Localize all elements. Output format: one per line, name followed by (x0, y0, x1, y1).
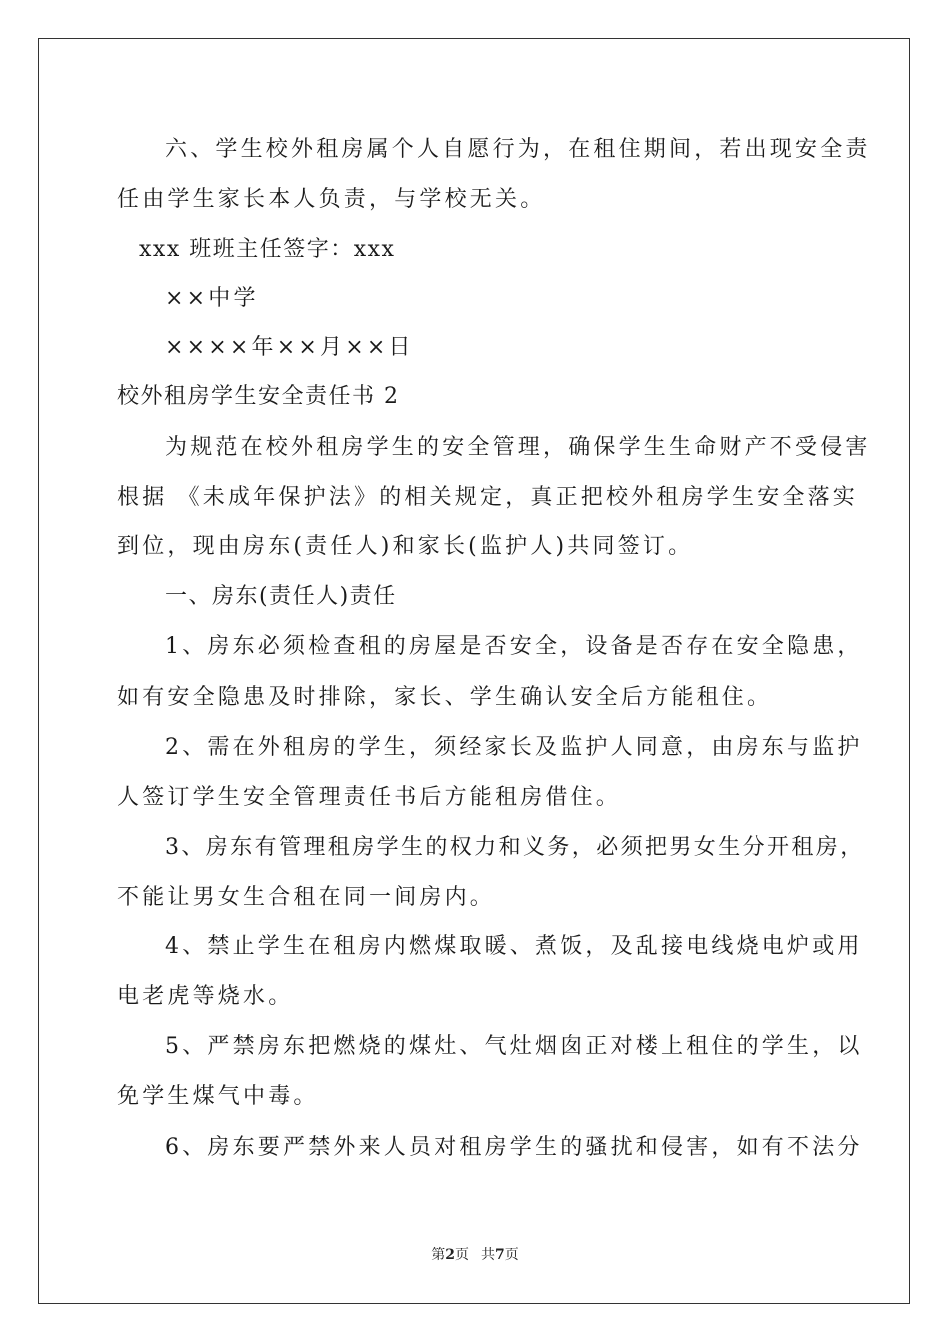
school-name: ××中学 (165, 286, 259, 311)
intro-line-2: 根据 《未成年保护法》的相关规定，真正把校外租房学生安全落实 (117, 485, 858, 510)
footer-total-unit: 页 (504, 1247, 519, 1263)
page-footer (0, 1245, 950, 1265)
item-5-line-2: 免学生煤气中毒。 (117, 1084, 319, 1109)
teacher-signature: xxx 班班主任签字：xxx (139, 237, 396, 262)
footer-total-pages: 7 (495, 1247, 505, 1263)
item-4-line-1: 4、禁止学生在租房内燃煤取暖、煮饭，及乱接电线烧电炉或用 (165, 934, 863, 959)
item-6-line-1: 6、房东要严禁外来人员对租房学生的骚扰和侵害，如有不法分 (165, 1135, 863, 1160)
item-3-line-2: 不能让男女生合租在同一间房内。 (117, 885, 496, 910)
document-title: 校外租房学生安全责任书 2 (117, 384, 400, 409)
item-1-line-2: 如有安全隐患及时排除，家长、学生确认安全后方能租住。 (117, 685, 773, 710)
paragraph-6-line-1: 六、学生校外租房属个人自愿行为，在租住期间，若出现安全责 (165, 137, 871, 162)
footer-page-unit: 页 (455, 1247, 469, 1263)
intro-line-3: 到位，现由房东(责任人)和家长(监护人)共同签订。 (117, 534, 694, 559)
item-2-line-2: 人签订学生安全管理责任书后方能租房借住。 (117, 785, 622, 810)
item-1-line-1: 1、房东必须检查租的房屋是否安全，设备是否存在安全隐患， (165, 634, 863, 659)
intro-line-1: 为规范在校外租房学生的安全管理，确保学生生命财产不受侵害 (165, 435, 871, 460)
item-2-line-1: 2、需在外租房的学生，须经家长及监护人同意，由房东与监护 (165, 735, 863, 760)
item-5-line-1: 5、严禁房东把燃烧的煤灶、气灶烟囱正对楼上租住的学生，以 (165, 1034, 863, 1059)
footer-page-number: 2 (445, 1247, 455, 1263)
item-4-line-2: 电老虎等烧水。 (117, 984, 294, 1009)
sign-date: ××××年××月××日 (165, 335, 414, 360)
section-heading-landlord: 一、房东(责任人)责任 (165, 584, 397, 609)
footer-total-prefix: 共 (481, 1247, 495, 1263)
footer-prefix: 第 (431, 1247, 446, 1263)
page-border (38, 38, 910, 1304)
item-3-line-1: 3、房东有管理租房学生的权力和义务，必须把男女生分开租房， (165, 835, 865, 860)
paragraph-6-line-2: 任由学生家长本人负责，与学校无关。 (117, 187, 546, 212)
